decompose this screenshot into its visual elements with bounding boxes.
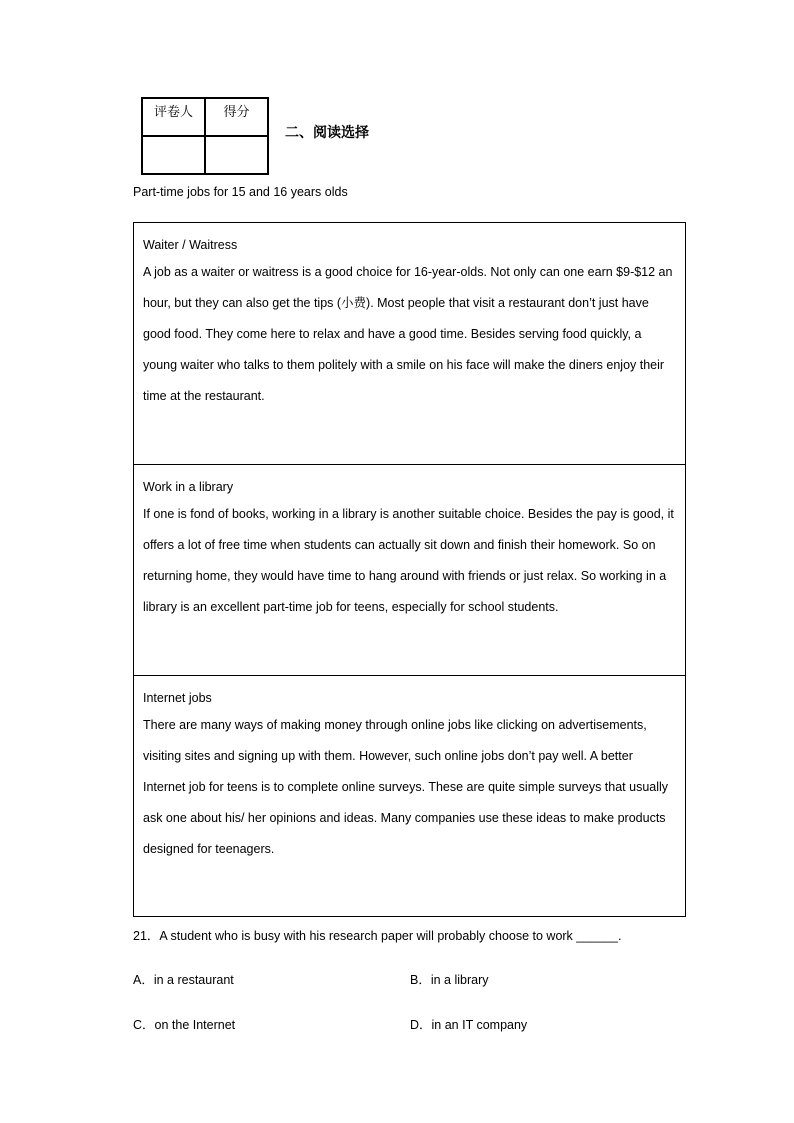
score-cell xyxy=(205,136,268,174)
option-b[interactable]: B．in a library xyxy=(410,973,489,987)
question-21: 21．A student who is busy with his research paper will probably choose to work ______. xyxy=(133,929,622,943)
option-a[interactable]: A．in a restaurant xyxy=(133,973,234,987)
passage-title: Part-time jobs for 15 and 16 years olds xyxy=(133,185,348,199)
grader-label: 评卷人 xyxy=(142,98,205,136)
jobs-box xyxy=(133,222,686,917)
job-title: Work in a library xyxy=(143,480,234,494)
job-title: Internet jobs xyxy=(143,691,212,705)
job-section-internet xyxy=(134,676,685,916)
option-d[interactable]: D．in an IT company xyxy=(410,1018,528,1032)
job-section-library xyxy=(134,465,685,676)
job-section-waiter xyxy=(134,223,685,465)
job-title: Waiter / Waitress xyxy=(143,238,238,252)
job-body: There are many ways of making money through online jobs like clicking on advertisements, visiting sites and signing up with them. However, such online jobs don’t pay well. A better Internet job for teens is to complete online surveys. These are quite simple surveys that usually ask one about his/ her opinions and ideas. Many companies use these ideas to make products designed for teenagers. xyxy=(143,718,669,856)
job-body: A job as a waiter or waitress is a good choice for 16-year-olds. Not only can one earn $9-$12 an hour, but they can also get the tips (小费). Most people that visit a restaurant don’t just have good food. They come here to relax and have a good time. Besides serving food quickly, a young waiter who talks to them politely with a smile on his face will make the diners enjoy their time at the restaurant. xyxy=(143,265,673,403)
grader-score-table xyxy=(141,97,269,175)
job-body: If one is fond of books, working in a library is another suitable choice. Besides the pay is good, it offers a lot of free time when students can actually sit down and finish their homework. So on returning home, they would have time to hang around with friends or just relax. So working in a library is an excellent part-time job for teens, especially for school students. xyxy=(143,507,674,614)
option-c[interactable]: C．on the Internet xyxy=(133,1018,236,1032)
section-title: 二、阅读选择 xyxy=(285,125,369,141)
grader-cell xyxy=(142,136,205,174)
score-label: 得分 xyxy=(205,98,268,136)
